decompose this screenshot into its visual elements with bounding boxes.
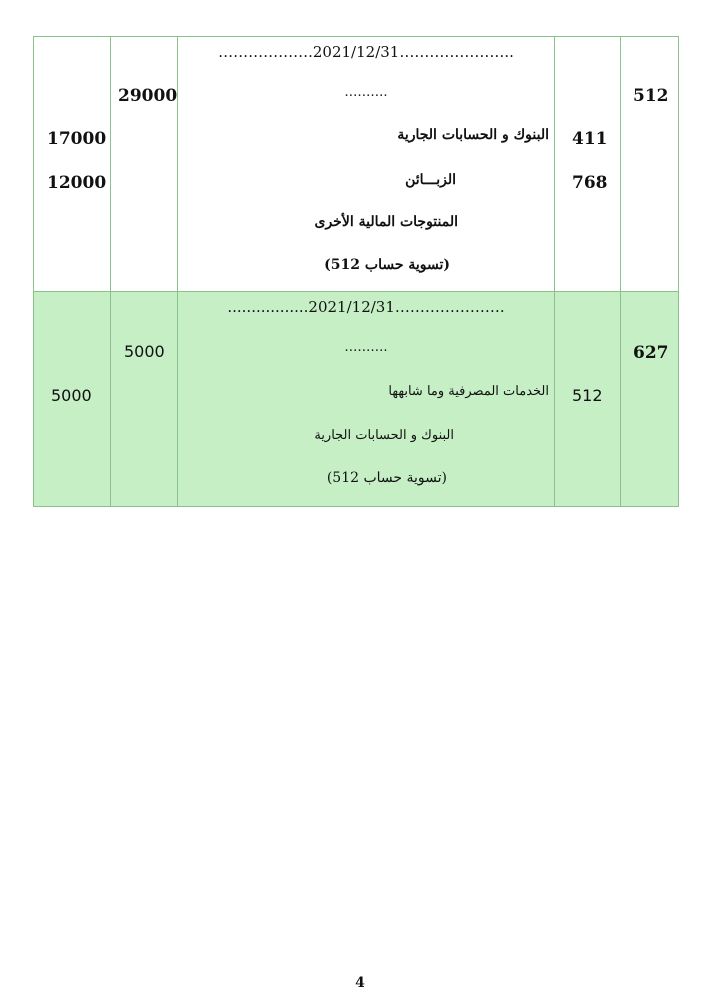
debit-account-name: البنوك و الحسابات الجارية — [397, 127, 549, 143]
page-number: 4 — [355, 975, 365, 991]
credit-account-name: الزبـــائن — [405, 172, 456, 188]
entry-date-line: .................2021/12/31…………………. — [227, 298, 505, 316]
debit-account-number: 627 — [633, 343, 669, 363]
journal-entry-row — [34, 37, 679, 292]
entry-dots: ………. — [344, 85, 388, 100]
debit-account-cell — [621, 292, 679, 507]
credit-amount-cell — [34, 37, 111, 292]
credit-amount: 12000 — [47, 173, 107, 193]
debit-account-cell — [621, 37, 679, 292]
credit-account-name: المنتوجات المالية الأخرى — [314, 214, 458, 230]
credit-account-number: 512 — [572, 386, 603, 405]
debit-amount-cell — [111, 37, 178, 292]
credit-account-name: البنوك و الحسابات الجارية — [314, 428, 454, 443]
credit-amount-cell — [34, 292, 111, 507]
entry-date-line: ……………….2021/12/31………………….. — [218, 43, 514, 61]
description-cell — [178, 37, 555, 292]
credit-account-cell — [555, 37, 621, 292]
debit-account-number: 512 — [633, 86, 669, 106]
debit-amount: 29000 — [118, 86, 178, 106]
credit-account-number: 768 — [572, 173, 608, 193]
debit-amount: 5000 — [124, 342, 165, 361]
credit-amount: 17000 — [47, 129, 107, 149]
debit-amount-cell — [111, 292, 178, 507]
credit-account-cell — [555, 292, 621, 507]
journal-entry-row — [34, 292, 679, 507]
credit-account-number: 411 — [572, 129, 608, 149]
entry-note: (تسوية حساب 512) — [324, 257, 450, 273]
debit-account-name: الخدمات المصرفية وما شابهها — [388, 384, 549, 399]
description-cell — [178, 292, 555, 507]
credit-amount: 5000 — [51, 386, 92, 405]
entry-dots: ………. — [344, 340, 388, 355]
entry-note: (تسوية حساب 512) — [326, 470, 447, 486]
journal-table — [33, 36, 679, 507]
